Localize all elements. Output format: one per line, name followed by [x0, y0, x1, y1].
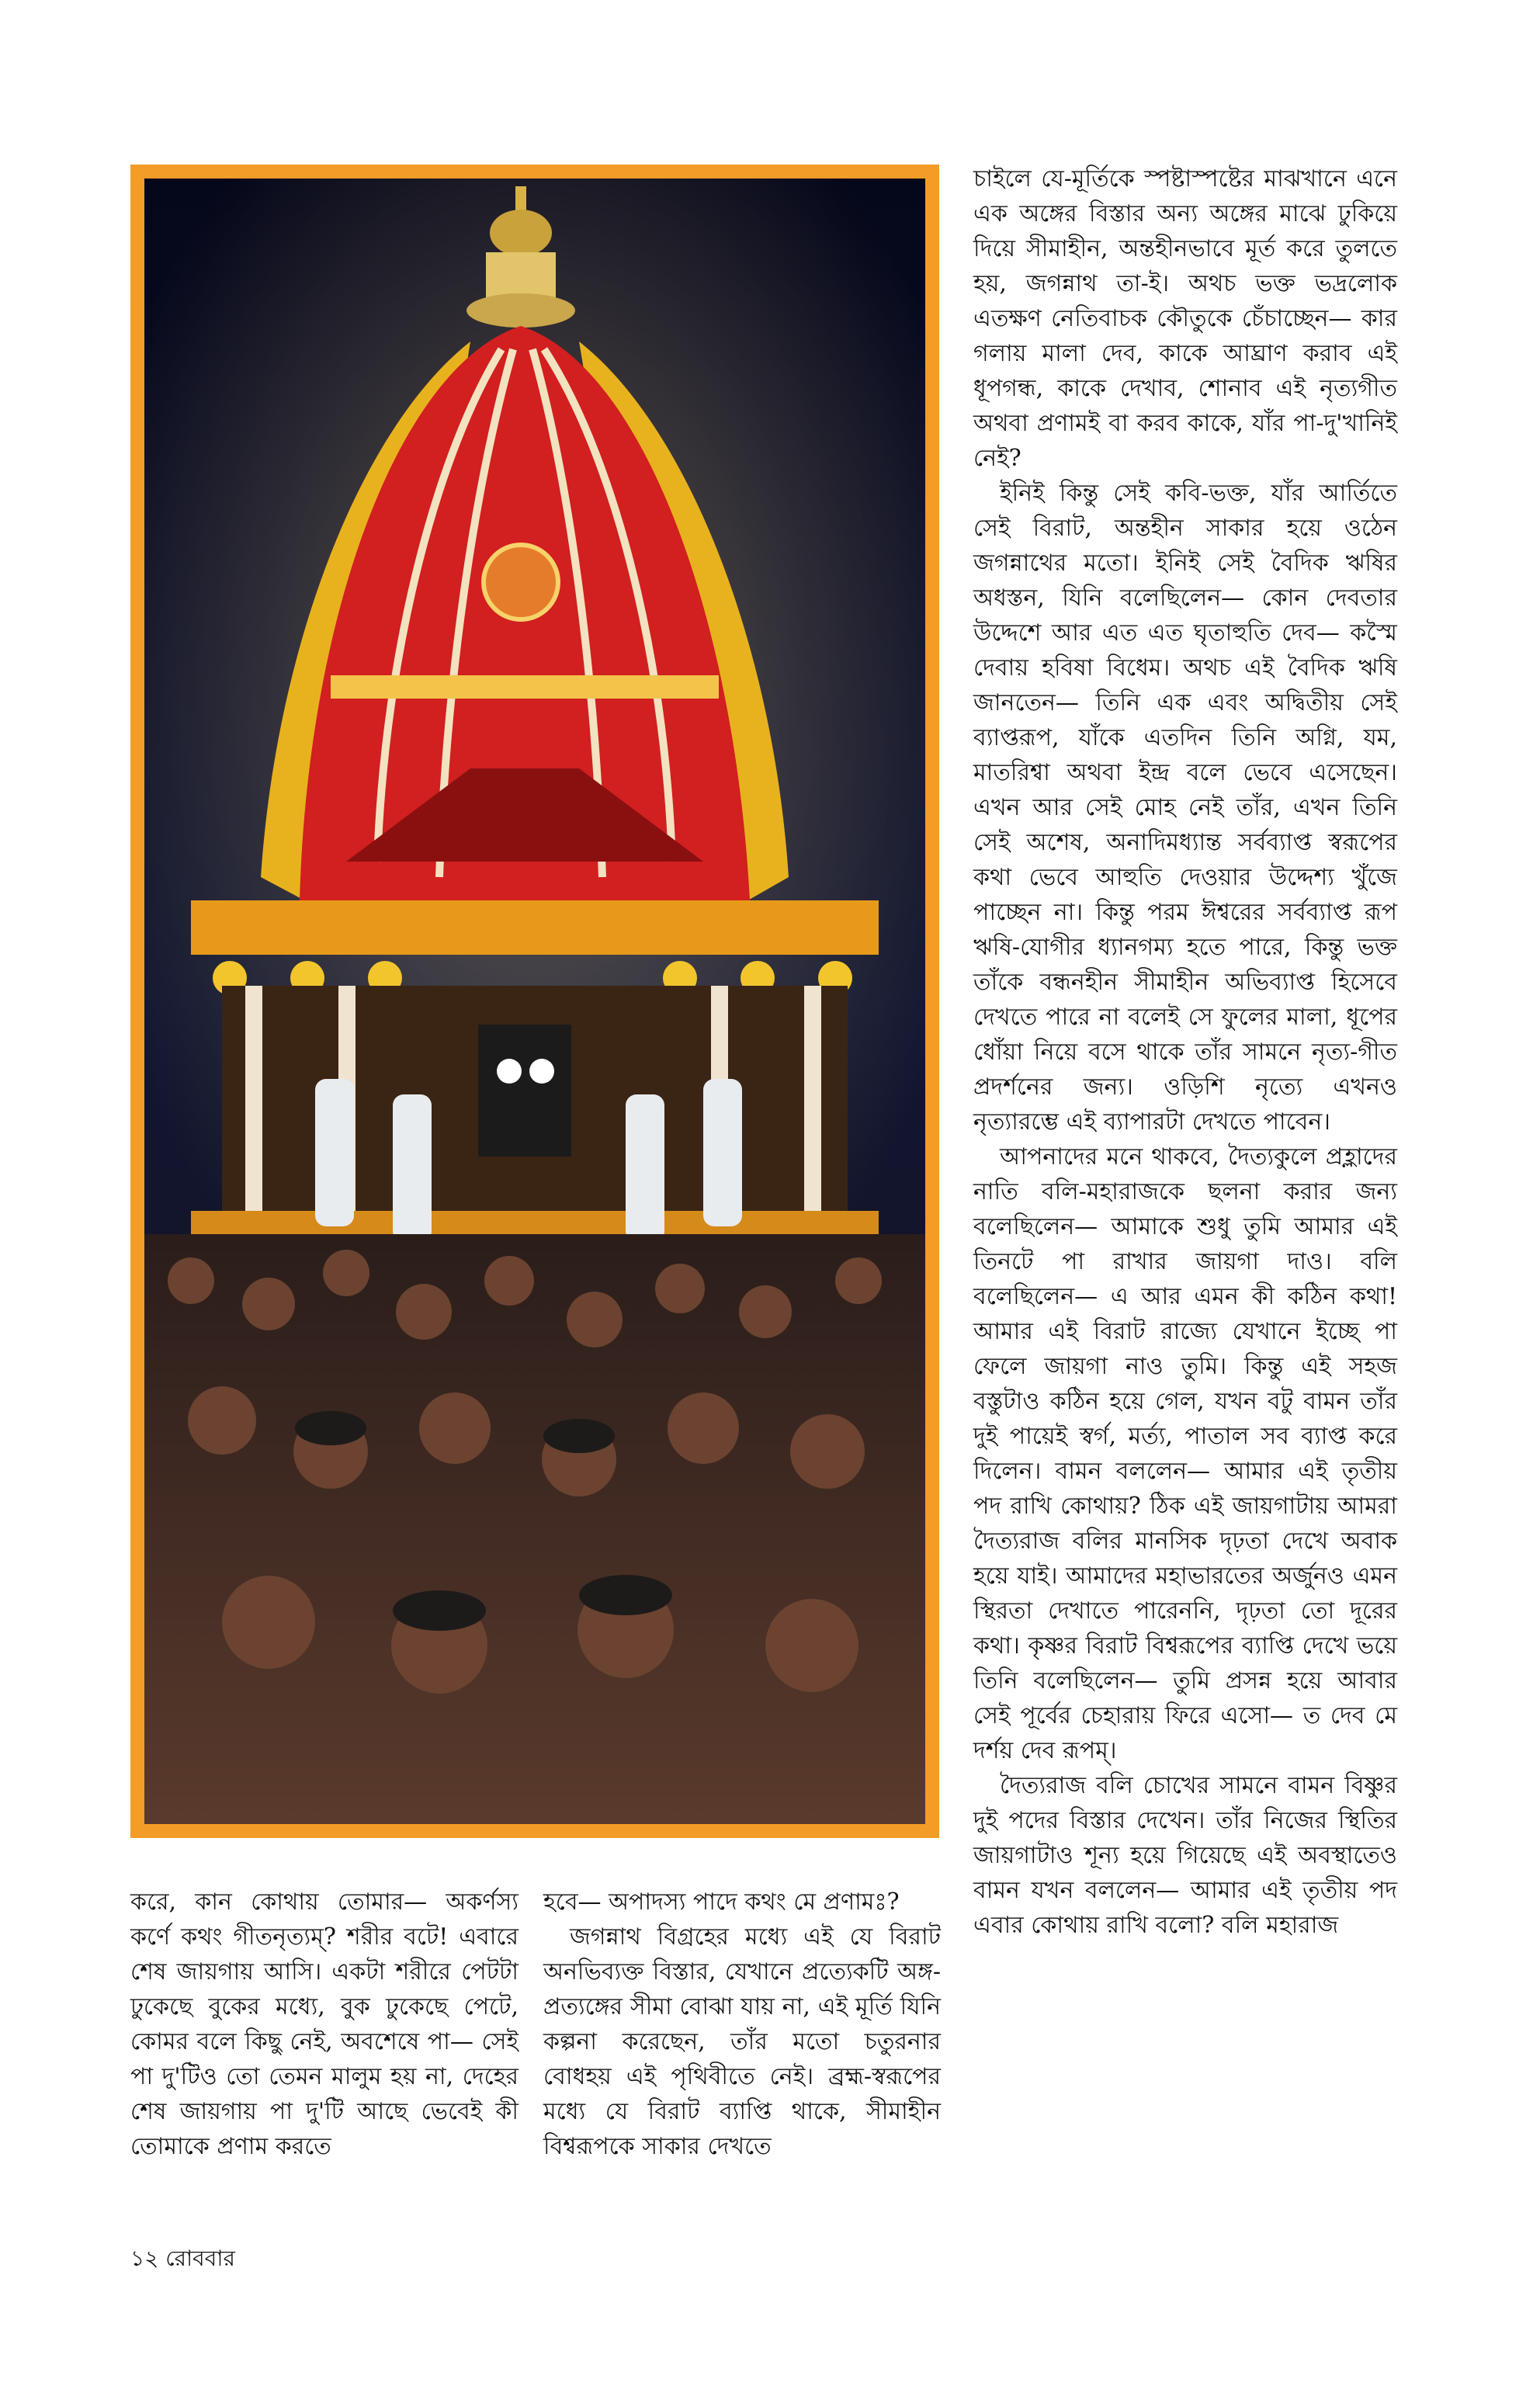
chariot-illustration: [144, 179, 925, 1824]
paragraph: আপনাদের মনে থাকবে, দৈত্যকুলে প্রহ্লাদের নাতি বলি-মহারাজকে ছলনা করার জন্য বলেছিলেন— আমাকে শুধু তুমি আমার এই তিনটে পা রাখার জায়গা দাও। বলি বলেছিলেন— এ আর এমন কী কঠিন কথা! আমার এই বিরাট রাজ্যে যেখানে ইচ্ছে পা ফেলে জায়গা নাও তুমি। কিন্তু এই সহজ বস্তুটাও কঠিন হয়ে গেল, যখন বটু বামন তাঁর দুই পায়েই স্বর্গ, মর্ত্য, পাতাল সব ব্যাপ্ত করে দিলেন। বামন বললেন— আমার এই তৃতীয় পদ রাখি কোথায়? ঠিক এই জায়গাটায় আমরা দৈত্যরাজ বলির মানসিক দৃঢ়তা দেখে অবাক হয়ে যাই। আমাদের মহাভারতের অর্জুনও এমন স্থিরতা দেখাতে পারেননি, দৃঢ়তা তো দূরের কথা। কৃষ্ণর বিরাট বিশ্বরূপের ব্যাপ্তি দেখে ভয়ে তিনি বলেছিলেন— তুমি প্রসন্ন হয়ে আবার সেই পূর্বের চেহারায় ফিরে এসো— ত দেব মে দর্শয় দেব রূপম্‌।: [973, 1143, 1397, 1764]
canopy-medallion: [484, 545, 558, 619]
canopy-base: [191, 900, 879, 955]
paragraph: চাইলে যে-মূর্তিকে স্পষ্টাস্পষ্টের মাঝখানে এনে এক অঙ্গের বিস্তার অন্য অঙ্গের মাঝে ঢুকিয়ে দিয়ে সীমাহীন, অন্তহীনভাবে মূর্ত করে তুলতে হয়, জগন্নাথ তা-ই। অথচ ভক্ত ভদ্রলোক এতক্ষণ নেতিবাচক কৌতুকে চেঁচাচ্ছেন— কার গলায় মালা দেব, কাকে আঘ্রাণ করাব এই ধূপগন্ধ, কাকে দেখাব, শোনাব এই নৃত্যগীত অথবা প্রণামই বা করব কাকে, যাঁর পা-দু'খানিই নেই?: [973, 165, 1397, 472]
paragraph: জগন্নাথ বিগ্রহের মধ্যে এই যে বিরাট অনভিব্যক্ত বিস্তার, যেখানে প্রত্যেকটি অঙ্গ-প্রত্যঙ্গের সীমা বোঝা যায় না, এই মূর্তি যিনি কল্পনা করেছেন, তাঁর মতো চতুরনার বোধহয় এই পৃথিবীতে নেই। ব্রহ্ম-স্বরূপের মধ্যে যে বিরাট ব্যাপ্তি থাকে, সীমাহীন বিশ্বরূপকে সাকার দেখতে: [543, 1923, 941, 2160]
chariot-deck: [191, 986, 879, 1242]
bottom-left-column: [130, 1885, 519, 2164]
bottom-middle-column: [543, 1885, 941, 2164]
chariot-photo: [144, 179, 925, 1824]
page-folio: ১২ রোববার: [130, 2246, 235, 2271]
paragraph: ইনিই কিন্তু সেই কবি-ভক্ত, যাঁর আর্তিতে সেই বিরাট, অন্তহীন সাকার হয়ে ওঠেন জগন্নাথের মতো। ইনিই সেই বৈদিক ঋষির অধস্তন, যিনি বলেছিলেন— কোন দেবতার উদ্দেশে আর এত এত ঘৃতাহুতি দেব— কস্মৈ দেবায় হবিষা বিধেম। অথচ এই বৈদিক ঋষি জানতেন— তিনি এক এবং অদ্বিতীয় সেই ব্যাপ্তরূপ, যাঁকে এতদিন তিনি অগ্নি, যম, মাতরিশ্বা অথবা ইন্দ্র বলে ভেবে এসেছেন। এখন আর সেই মোহ নেই তাঁর, এখন তিনি সেই অশেষ, অনাদিমধ্যান্ত সর্বব্যাপ্ত স্বরূপের কথা ভেবে আহুতি দেওয়ার উদ্দেশ্য খুঁজে পাচ্ছেন না। কিন্তু পরম ঈশ্বরের সর্বব্যাপ্ত রূপ ঋষি-যোগীর ধ্যানগম্য হতে পারে, কিন্তু ভক্ত তাঁকে বন্ধনহীন সীমাহীন অভিব্যাপ্ত হিসেবে দেখতে পারে না বলেই সে ফুলের মালা, ধূপের ধোঁয়া নিয়ে বসে থাকে তাঁর সামনে নৃত্য-গীত প্রদর্শনের জন্য। ওড়িশি নৃত্যে এখনও নৃত্যারম্ভে এই ব্যাপারটা দেখতে পাবেন।: [973, 480, 1397, 1136]
paragraph: করে, কান কোথায় তোমার— অকর্ণস্য কর্ণে কথং গীতনৃত্যম্‌? শরীর বটে! এবারে শেষ জায়গায় আসি। একটা শরীরে পেটটা ঢুকেছে বুকের মধ্যে, বুক ঢুকেছে পেটে, কোমর বলে কিছু নেই, অবশেষে পা— সেই পা দু'টিও তো তেমন মালুম হয় না, দেহের শেষ জায়গায় পা দু'টি আছে ভেবেই কী তোমাকে প্রণাম করতে: [130, 1888, 519, 2160]
paragraph: হবে— অপাদস্য পাদে কথং মে প্রণামঃ?: [543, 1888, 900, 1916]
photo-frame: [130, 165, 939, 1838]
right-column: [973, 161, 1397, 1943]
paragraph: দৈত্যরাজ বলি চোখের সামনে বামন বিষ্ণুর দুই পদের বিস্তার দেখেন। তাঁর নিজের স্থিতির জায়গাটাও শূন্য হয়ে গিয়েছে এই অবস্থাতেও বামন যখন বললেন— আমার এই তৃতীয় পদ এবার কোথায় রাখি বলো? বলি মহারাজ: [973, 1772, 1397, 1939]
canopy-crossbar: [331, 675, 719, 699]
